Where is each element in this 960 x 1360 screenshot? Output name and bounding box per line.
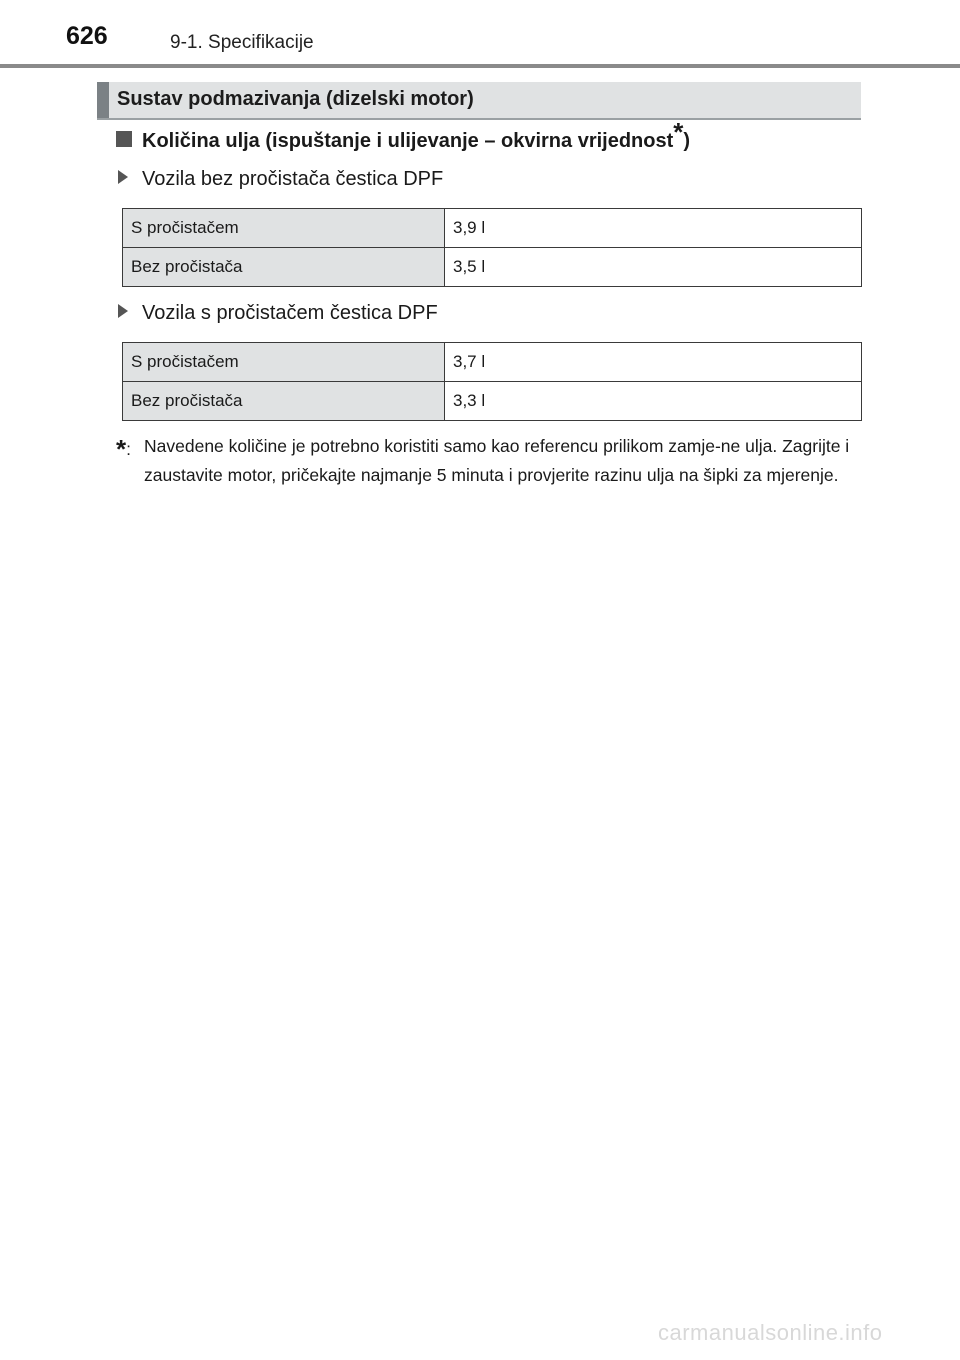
group-title-text: Vozila bez pročistača čestica DPF [142, 168, 444, 190]
subsection-heading [116, 117, 691, 153]
triangle-bullet-icon [118, 170, 128, 184]
footnote-text: Navedene količine je potrebno koristiti samo kao referencu prilikom zamje-ne ulja. Zagrijte i zaustavite motor, pričekajte najmanje 5 minuta i provjerite razinu ulja na šipki za mjerenje. [144, 436, 850, 485]
row-label: Bez pročistača [123, 382, 445, 421]
table-row [123, 209, 862, 248]
row-value: 3,5 l [445, 248, 862, 287]
page-number: 626 [66, 22, 108, 50]
row-value: 3,9 l [445, 209, 862, 248]
footnote-marker [116, 432, 131, 464]
header-rule [0, 64, 960, 68]
chapter-title: 9-1. Specifikacije [170, 32, 314, 53]
section-title-bar [97, 82, 861, 120]
page-header [0, 0, 960, 70]
group-title-without-dpf [118, 168, 443, 191]
row-label: S pročistačem [123, 209, 445, 248]
spec-table-with-dpf [122, 342, 862, 421]
row-value: 3,7 l [445, 343, 862, 382]
row-label: Bez pročistača [123, 248, 445, 287]
row-label: S pročistačem [123, 343, 445, 382]
square-bullet-icon [116, 131, 132, 147]
footnote [116, 432, 862, 490]
table-row [123, 248, 862, 287]
heading-text: Količina ulja (ispuštanje i ulijevanje – okvirna vrijednost [142, 130, 674, 152]
heading-close: ) [683, 130, 691, 152]
section-accent [97, 82, 109, 118]
group-title-with-dpf [118, 302, 438, 325]
footnote-separator: : [126, 439, 131, 459]
footnote-reference-mark: * [673, 117, 684, 148]
section-title: Sustav podmazivanja (dizelski motor) [117, 88, 474, 110]
spec-table-without-dpf [122, 208, 862, 287]
group-title-text: Vozila s pročistačem čestica DPF [142, 302, 438, 324]
table-row [123, 382, 862, 421]
site-watermark: carmanualsonline.info [658, 1320, 883, 1345]
row-value: 3,3 l [445, 382, 862, 421]
table-row [123, 343, 862, 382]
triangle-bullet-icon [118, 304, 128, 318]
footnote-star: * [116, 434, 127, 464]
